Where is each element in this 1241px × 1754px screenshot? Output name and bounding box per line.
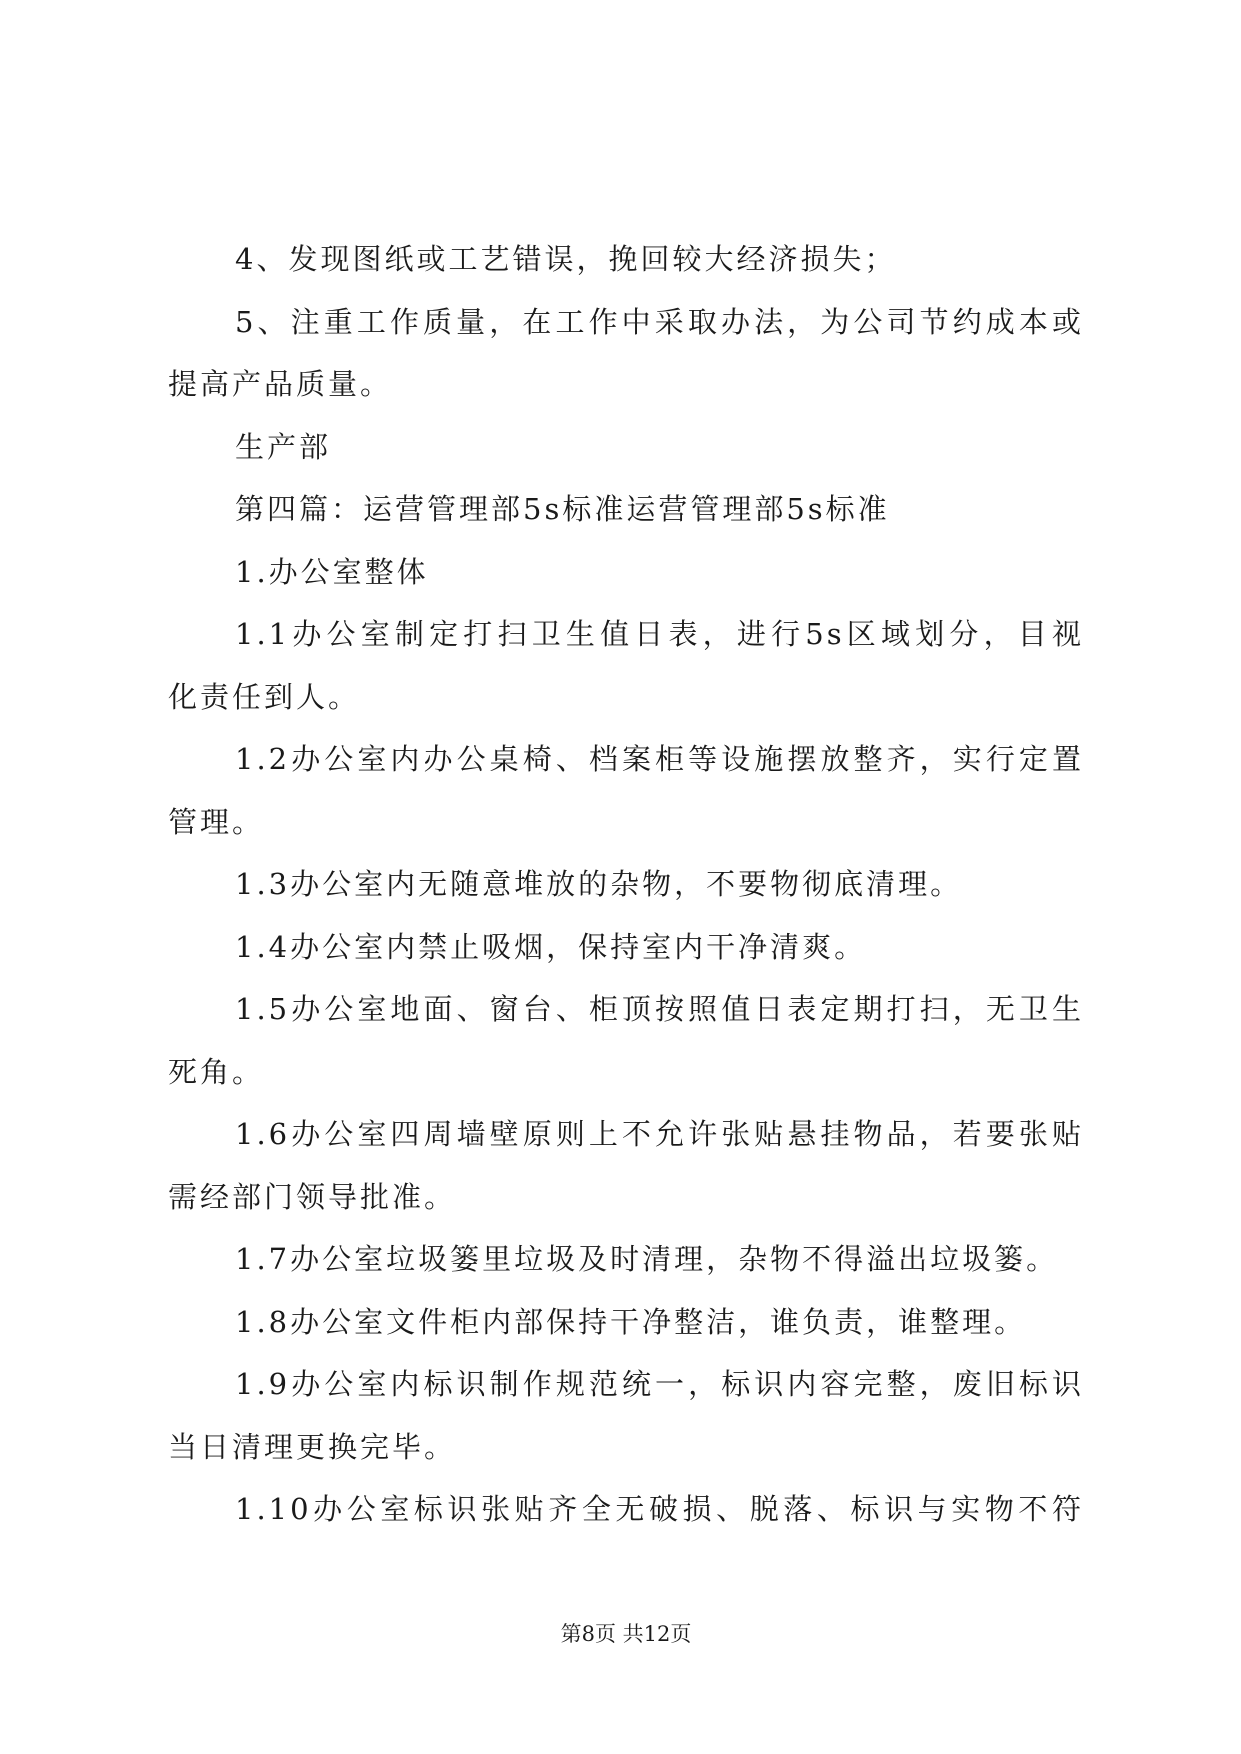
- text-line: 死角。: [168, 1054, 265, 1089]
- text-line: 1.9办公室内标识制作规范统一，标识内容完整，废旧标识: [235, 1367, 1084, 1401]
- paragraph: [168, 728, 1084, 853]
- section-label: 生产部: [235, 429, 332, 464]
- paragraph: [168, 1291, 1084, 1354]
- paragraph: [168, 1103, 1084, 1228]
- paragraph: [168, 978, 1084, 1103]
- text-line: 化责任到人。: [168, 679, 361, 714]
- paragraph: [168, 291, 1084, 416]
- page-number-footer: 第8页 共12页: [560, 1622, 692, 1646]
- text-line: 1.8办公室文件柜内部保持干净整洁，谁负责，谁整理。: [235, 1304, 1027, 1339]
- text-line: 需经部门领导批准。: [168, 1179, 457, 1214]
- text-line: 1.4办公室内禁止吸烟，保持室内干净清爽。: [235, 929, 867, 964]
- document-body: [168, 228, 1084, 1541]
- text-line: 1.1办公室制定打扫卫生值日表，进行5s区域划分，目视: [235, 617, 1084, 651]
- paragraph: [168, 478, 1084, 541]
- text-line: 5、注重工作质量，在工作中采取办法，为公司节约成本或: [235, 304, 1084, 339]
- text-line: 1.10办公室标识张贴齐全无破损、脱落、标识与实物不符: [235, 1492, 1084, 1526]
- chapter-heading: 第四篇：运营管理部5s标准运营管理部5s标准: [235, 492, 890, 526]
- text-line: 提高产品质量。: [168, 367, 393, 401]
- paragraph: [168, 1478, 1084, 1541]
- text-line: 4、发现图纸或工艺错误，挽回较大经济损失；: [235, 242, 897, 276]
- paragraph: [168, 228, 1084, 291]
- paragraph: [168, 541, 1084, 604]
- paragraph: [168, 916, 1084, 979]
- text-line: 1.6办公室四周墙壁原则上不允许张贴悬挂物品，若要张贴: [235, 1117, 1084, 1151]
- text-line: 1.3办公室内无随意堆放的杂物，不要物彻底清理。: [235, 867, 963, 901]
- text-line: 管理。: [168, 804, 265, 839]
- paragraph: [168, 603, 1084, 728]
- paragraph: [168, 416, 1084, 479]
- text-line: 1.5办公室地面、窗台、柜顶按照值日表定期打扫，无卫生: [235, 992, 1084, 1026]
- paragraph: [168, 1228, 1084, 1291]
- text-line: 1.2办公室内办公桌椅、档案柜等设施摆放整齐，实行定置: [235, 742, 1084, 776]
- paragraph: [168, 1353, 1084, 1478]
- text-line: 1.7办公室垃圾篓里垃圾及时清理，杂物不得溢出垃圾篓。: [235, 1242, 1059, 1276]
- text-line: 当日清理更换完毕。: [168, 1429, 457, 1464]
- section-heading: 1.办公室整体: [235, 554, 429, 589]
- paragraph: [168, 853, 1084, 916]
